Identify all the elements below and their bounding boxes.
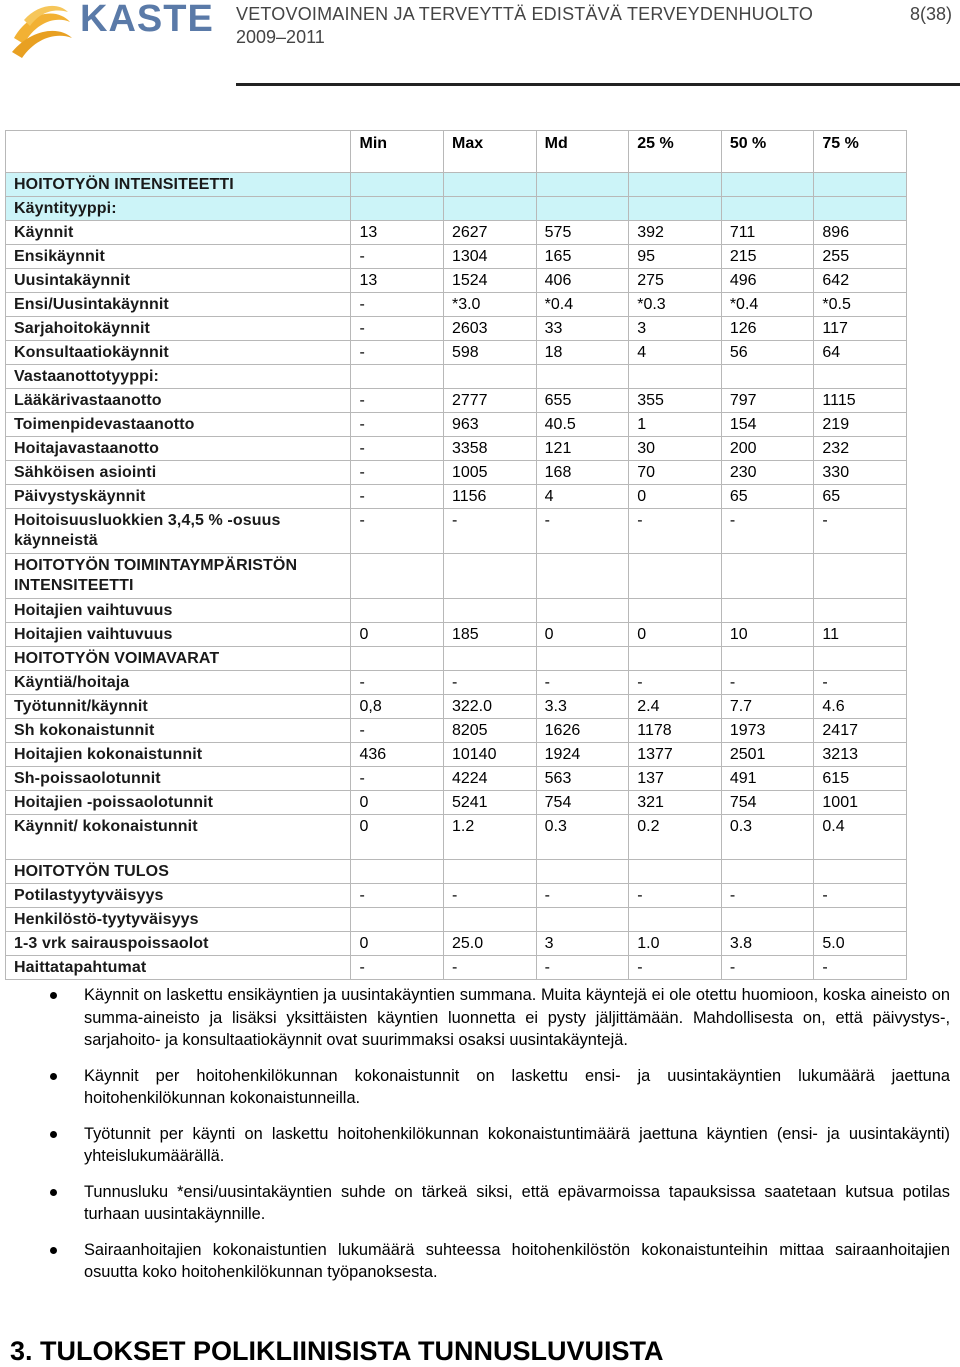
logo-text: KASTE: [80, 0, 214, 40]
value-cell: [721, 908, 814, 932]
value-cell: [443, 554, 536, 599]
value-cell: 2603: [443, 317, 536, 341]
value-cell: 436: [351, 743, 444, 767]
value-cell: 1524: [443, 269, 536, 293]
table-row: [6, 671, 907, 695]
value-cell: 1156: [443, 485, 536, 509]
value-cell: [351, 860, 444, 884]
value-cell: 655: [536, 389, 629, 413]
value-cell: -: [443, 956, 536, 980]
value-cell: 65: [721, 485, 814, 509]
value-cell: 10140: [443, 743, 536, 767]
table-row: [6, 341, 907, 365]
note-item: [50, 1239, 950, 1284]
bullet-icon: [50, 992, 57, 999]
document-title: VETOVOIMAINEN JA TERVEYTTÄ EDISTÄVÄ TERVEYDENHUOLTO: [236, 4, 814, 24]
value-cell: -: [351, 293, 444, 317]
value-cell: -: [351, 245, 444, 269]
table-row: [6, 719, 907, 743]
value-cell: 797: [721, 389, 814, 413]
value-cell: -: [721, 884, 814, 908]
value-cell: 56: [721, 341, 814, 365]
value-cell: 33: [536, 317, 629, 341]
table-row: [6, 245, 907, 269]
value-cell: 7.7: [721, 695, 814, 719]
note-item: [50, 1065, 950, 1110]
value-cell: 10: [721, 623, 814, 647]
value-cell: [721, 647, 814, 671]
value-cell: 1924: [536, 743, 629, 767]
value-cell: -: [351, 671, 444, 695]
note-text: Käynnit on laskettu ensikäyntien ja uusintakäyntien summana. Muita käyntejä ei ole otettu huomioon, koska aineisto on summa-aineisto ja lisäksi yksittäisten käyntien luonnetta ei pysty jäljittämään. Mahdollisesta on, että päivystys-, sarjahoito- ja konsultaatiokäynnit ovat suurimmaksi osaksi uusintakäyntejä.: [84, 986, 950, 1049]
bullet-icon: [50, 1131, 57, 1138]
value-cell: 491: [721, 767, 814, 791]
notes-list: [50, 984, 950, 1297]
value-cell: 1.0: [629, 932, 722, 956]
value-cell: [536, 860, 629, 884]
value-cell: 230: [721, 461, 814, 485]
row-label: Konsultaatiokäynnit: [6, 341, 351, 365]
column-header: 25 %: [629, 131, 722, 173]
value-cell: 1304: [443, 245, 536, 269]
value-cell: 355: [629, 389, 722, 413]
row-label: 1-3 vrk sairauspoissaolot: [6, 932, 351, 956]
value-cell: 0,8: [351, 695, 444, 719]
value-cell: 392: [629, 221, 722, 245]
table-row: [6, 554, 907, 599]
bullet-icon: [50, 1073, 57, 1080]
row-label: Haittatapahtumat: [6, 956, 351, 980]
value-cell: 0: [351, 791, 444, 815]
column-header: Min: [351, 131, 444, 173]
value-cell: 11: [814, 623, 907, 647]
value-cell: [351, 173, 444, 197]
value-cell: [814, 647, 907, 671]
value-cell: -: [536, 956, 629, 980]
value-cell: [443, 860, 536, 884]
indicator-table-body: [6, 131, 907, 980]
value-cell: -: [443, 509, 536, 554]
value-cell: 4: [536, 485, 629, 509]
value-cell: 5.0: [814, 932, 907, 956]
table-row: [6, 743, 907, 767]
row-label: Käyntityyppi:: [6, 197, 351, 221]
table-row: [6, 791, 907, 815]
value-cell: 1178: [629, 719, 722, 743]
table-row: [6, 365, 907, 389]
value-cell: [814, 197, 907, 221]
document-years: 2009–2011: [236, 27, 325, 47]
value-cell: [721, 860, 814, 884]
value-cell: 642: [814, 269, 907, 293]
table-row: [6, 623, 907, 647]
value-cell: [536, 908, 629, 932]
value-cell: -: [351, 437, 444, 461]
value-cell: 1377: [629, 743, 722, 767]
value-cell: 13: [351, 221, 444, 245]
value-cell: 754: [721, 791, 814, 815]
note-text: Työtunnit per käynti on laskettu hoitohenkilökunnan kokonaistuntimäärä jaettuna käyntien (ensi- ja uusintakäynti) yhteislukumäärällä.: [84, 1124, 950, 1165]
value-cell: 3.3: [536, 695, 629, 719]
value-cell: [351, 908, 444, 932]
table-row: [6, 695, 907, 719]
value-cell: 575: [536, 221, 629, 245]
value-cell: 563: [536, 767, 629, 791]
row-label: Toimenpidevastaanotto: [6, 413, 351, 437]
table-row: [6, 767, 907, 791]
value-cell: -: [814, 884, 907, 908]
table-row: [6, 908, 907, 932]
table-row: [6, 197, 907, 221]
value-cell: 963: [443, 413, 536, 437]
row-label: Hoitajien vaihtuvuus: [6, 623, 351, 647]
table-row: [6, 269, 907, 293]
row-label: Sarjahoitokäynnit: [6, 317, 351, 341]
value-cell: [629, 860, 722, 884]
value-cell: 64: [814, 341, 907, 365]
value-cell: 5241: [443, 791, 536, 815]
value-cell: 154: [721, 413, 814, 437]
value-cell: 0: [536, 623, 629, 647]
value-cell: -: [629, 671, 722, 695]
value-cell: -: [629, 884, 722, 908]
value-cell: 0.2: [629, 815, 722, 860]
value-cell: -: [629, 509, 722, 554]
table-row: [6, 860, 907, 884]
table-row: [6, 413, 907, 437]
value-cell: -: [351, 509, 444, 554]
value-cell: -: [351, 389, 444, 413]
table-row: [6, 461, 907, 485]
value-cell: 232: [814, 437, 907, 461]
value-cell: 1626: [536, 719, 629, 743]
value-cell: 219: [814, 413, 907, 437]
row-label: Sähköisen asiointi: [6, 461, 351, 485]
bullet-icon: [50, 1189, 57, 1196]
value-cell: -: [536, 884, 629, 908]
row-label: Hoitajien -poissaolotunnit: [6, 791, 351, 815]
value-cell: 3: [629, 317, 722, 341]
note-text: Tunnusluku *ensi/uusintakäyntien suhde on tärkeä siksi, että epävarmoissa tapauksissa saatetaan kutsua potilas turhaan uusintakäynnille.: [84, 1182, 950, 1223]
value-cell: 711: [721, 221, 814, 245]
table-row: [6, 389, 907, 413]
kaste-logo: [10, 0, 214, 62]
page-number: 8(38): [909, 4, 952, 24]
value-cell: -: [536, 671, 629, 695]
value-cell: [721, 599, 814, 623]
value-cell: 1: [629, 413, 722, 437]
row-label: Käynnit: [6, 221, 351, 245]
value-cell: -: [351, 341, 444, 365]
value-cell: -: [721, 671, 814, 695]
row-label: HOITOTYÖN TOIMINTAYMPÄRISTÖN INTENSITEETTI: [6, 554, 351, 599]
row-label: Hoitajien kokonaistunnit: [6, 743, 351, 767]
row-label: Henkilöstö-tyytyväisyys: [6, 908, 351, 932]
value-cell: 0: [629, 485, 722, 509]
value-cell: 496: [721, 269, 814, 293]
value-cell: 4: [629, 341, 722, 365]
row-label: Hoitajavastaanotto: [6, 437, 351, 461]
value-cell: [721, 173, 814, 197]
value-cell: [351, 599, 444, 623]
value-cell: 13: [351, 269, 444, 293]
row-label: Hoitajien vaihtuvuus: [6, 599, 351, 623]
table-row: [6, 932, 907, 956]
row-label: Uusintakäynnit: [6, 269, 351, 293]
section-heading: 3. TULOKSET POLIKLIINISISTA TUNNUSLUVUISTA: [10, 1336, 664, 1366]
value-cell: 117: [814, 317, 907, 341]
value-cell: -: [351, 884, 444, 908]
table-row: [6, 815, 907, 860]
column-header: Max: [443, 131, 536, 173]
value-cell: [351, 365, 444, 389]
value-cell: -: [351, 317, 444, 341]
value-cell: [629, 599, 722, 623]
row-label: Lääkärivastaanotto: [6, 389, 351, 413]
value-cell: 1005: [443, 461, 536, 485]
value-cell: [443, 365, 536, 389]
value-cell: [814, 599, 907, 623]
value-cell: *3.0: [443, 293, 536, 317]
value-cell: [536, 197, 629, 221]
value-cell: -: [814, 671, 907, 695]
value-cell: [721, 197, 814, 221]
value-cell: -: [443, 671, 536, 695]
row-label: Työtunnit/käynnit: [6, 695, 351, 719]
value-cell: 896: [814, 221, 907, 245]
value-cell: 330: [814, 461, 907, 485]
value-cell: 754: [536, 791, 629, 815]
page-header: [0, 0, 960, 90]
value-cell: [629, 365, 722, 389]
note-item: [50, 1181, 950, 1226]
value-cell: 3213: [814, 743, 907, 767]
value-cell: 30: [629, 437, 722, 461]
value-cell: [536, 173, 629, 197]
table-row: [6, 956, 907, 980]
column-header: 75 %: [814, 131, 907, 173]
table-row: [6, 173, 907, 197]
value-cell: 95: [629, 245, 722, 269]
value-cell: 25.0: [443, 932, 536, 956]
table-row: [6, 884, 907, 908]
row-label: Ensi/Uusintakäynnit: [6, 293, 351, 317]
value-cell: -: [351, 485, 444, 509]
value-cell: [536, 554, 629, 599]
bullet-icon: [50, 1247, 57, 1254]
value-cell: [443, 908, 536, 932]
value-cell: [814, 173, 907, 197]
value-cell: -: [443, 884, 536, 908]
value-cell: 18: [536, 341, 629, 365]
value-cell: [536, 365, 629, 389]
value-cell: 4224: [443, 767, 536, 791]
value-cell: [721, 365, 814, 389]
value-cell: [536, 599, 629, 623]
table-row: [6, 599, 907, 623]
value-cell: 2777: [443, 389, 536, 413]
value-cell: 2627: [443, 221, 536, 245]
value-cell: [351, 554, 444, 599]
row-label: Ensikäynnit: [6, 245, 351, 269]
value-cell: -: [536, 509, 629, 554]
value-cell: 406: [536, 269, 629, 293]
value-cell: [721, 554, 814, 599]
row-label: Potilastyytyväisyys: [6, 884, 351, 908]
value-cell: 2.4: [629, 695, 722, 719]
table-row: [6, 293, 907, 317]
value-cell: -: [351, 719, 444, 743]
value-cell: [814, 908, 907, 932]
value-cell: 121: [536, 437, 629, 461]
value-cell: 40.5: [536, 413, 629, 437]
table-row: [6, 509, 907, 554]
value-cell: [629, 647, 722, 671]
note-item: [50, 1123, 950, 1168]
value-cell: 2417: [814, 719, 907, 743]
table-row: [6, 485, 907, 509]
table-row: [6, 221, 907, 245]
value-cell: 1.2: [443, 815, 536, 860]
table-row: [6, 647, 907, 671]
table-header-row: [6, 131, 907, 173]
row-label: Hoitoisuusluokkien 3,4,5 % -osuus käynneistä: [6, 509, 351, 554]
value-cell: [629, 197, 722, 221]
header-corner-cell: [6, 131, 351, 173]
value-cell: 165: [536, 245, 629, 269]
value-cell: [351, 197, 444, 221]
value-cell: -: [721, 956, 814, 980]
value-cell: -: [351, 461, 444, 485]
row-label: Sh-poissaolotunnit: [6, 767, 351, 791]
value-cell: 0.4: [814, 815, 907, 860]
value-cell: 185: [443, 623, 536, 647]
value-cell: 168: [536, 461, 629, 485]
value-cell: 2501: [721, 743, 814, 767]
value-cell: -: [351, 767, 444, 791]
note-text: Sairaanhoitajien kokonaistuntien lukumäärä suhteessa hoitohenkilöstön kokonaistunteihin mittaa sairaanhoitajien osuutta koko hoitohenkilökunnan työpanoksesta.: [84, 1240, 950, 1281]
value-cell: 0: [351, 932, 444, 956]
value-cell: 137: [629, 767, 722, 791]
value-cell: 0.3: [536, 815, 629, 860]
value-cell: 200: [721, 437, 814, 461]
row-label: Käynnit/ kokonaistunnit: [6, 815, 351, 860]
value-cell: 0.3: [721, 815, 814, 860]
value-cell: *0.5: [814, 293, 907, 317]
value-cell: 322.0: [443, 695, 536, 719]
note-text: Käynnit per hoitohenkilökunnan kokonaistunnit on laskettu ensi- ja uusintakäyntien lukumäärä jaettuna hoitohenkilökunnan kokonaistunneilla.: [84, 1066, 950, 1107]
header-divider: [236, 83, 960, 86]
value-cell: -: [814, 509, 907, 554]
value-cell: *0.4: [721, 293, 814, 317]
value-cell: -: [629, 956, 722, 980]
value-cell: 70: [629, 461, 722, 485]
value-cell: 598: [443, 341, 536, 365]
value-cell: [443, 173, 536, 197]
note-item: [50, 984, 950, 1052]
value-cell: -: [351, 413, 444, 437]
value-cell: 1973: [721, 719, 814, 743]
row-label: HOITOTYÖN VOIMAVARAT: [6, 647, 351, 671]
value-cell: 8205: [443, 719, 536, 743]
value-cell: 3.8: [721, 932, 814, 956]
value-cell: [629, 908, 722, 932]
column-header: 50 %: [721, 131, 814, 173]
row-label: HOITOTYÖN INTENSITEETTI: [6, 173, 351, 197]
row-label: Käyntiä/hoitaja: [6, 671, 351, 695]
value-cell: 65: [814, 485, 907, 509]
value-cell: [536, 647, 629, 671]
table-row: [6, 317, 907, 341]
value-cell: 4.6: [814, 695, 907, 719]
value-cell: *0.3: [629, 293, 722, 317]
value-cell: 255: [814, 245, 907, 269]
value-cell: 615: [814, 767, 907, 791]
value-cell: 321: [629, 791, 722, 815]
value-cell: -: [721, 509, 814, 554]
row-label: HOITOTYÖN TULOS: [6, 860, 351, 884]
value-cell: [629, 173, 722, 197]
table-row: [6, 437, 907, 461]
value-cell: [351, 647, 444, 671]
value-cell: [814, 860, 907, 884]
column-header: Md: [536, 131, 629, 173]
value-cell: 1115: [814, 389, 907, 413]
indicator-table: [5, 130, 907, 980]
value-cell: 126: [721, 317, 814, 341]
value-cell: [814, 554, 907, 599]
row-label: Sh kokonaistunnit: [6, 719, 351, 743]
value-cell: [629, 554, 722, 599]
value-cell: [443, 599, 536, 623]
value-cell: 3: [536, 932, 629, 956]
value-cell: [443, 647, 536, 671]
value-cell: [443, 197, 536, 221]
value-cell: 3358: [443, 437, 536, 461]
row-label: Päivystyskäynnit: [6, 485, 351, 509]
value-cell: -: [351, 956, 444, 980]
value-cell: *0.4: [536, 293, 629, 317]
value-cell: 0: [629, 623, 722, 647]
value-cell: 1001: [814, 791, 907, 815]
value-cell: 275: [629, 269, 722, 293]
value-cell: -: [814, 956, 907, 980]
value-cell: 0: [351, 623, 444, 647]
value-cell: 0: [351, 815, 444, 860]
row-label: Vastaanottotyyppi:: [6, 365, 351, 389]
value-cell: 215: [721, 245, 814, 269]
value-cell: [814, 365, 907, 389]
